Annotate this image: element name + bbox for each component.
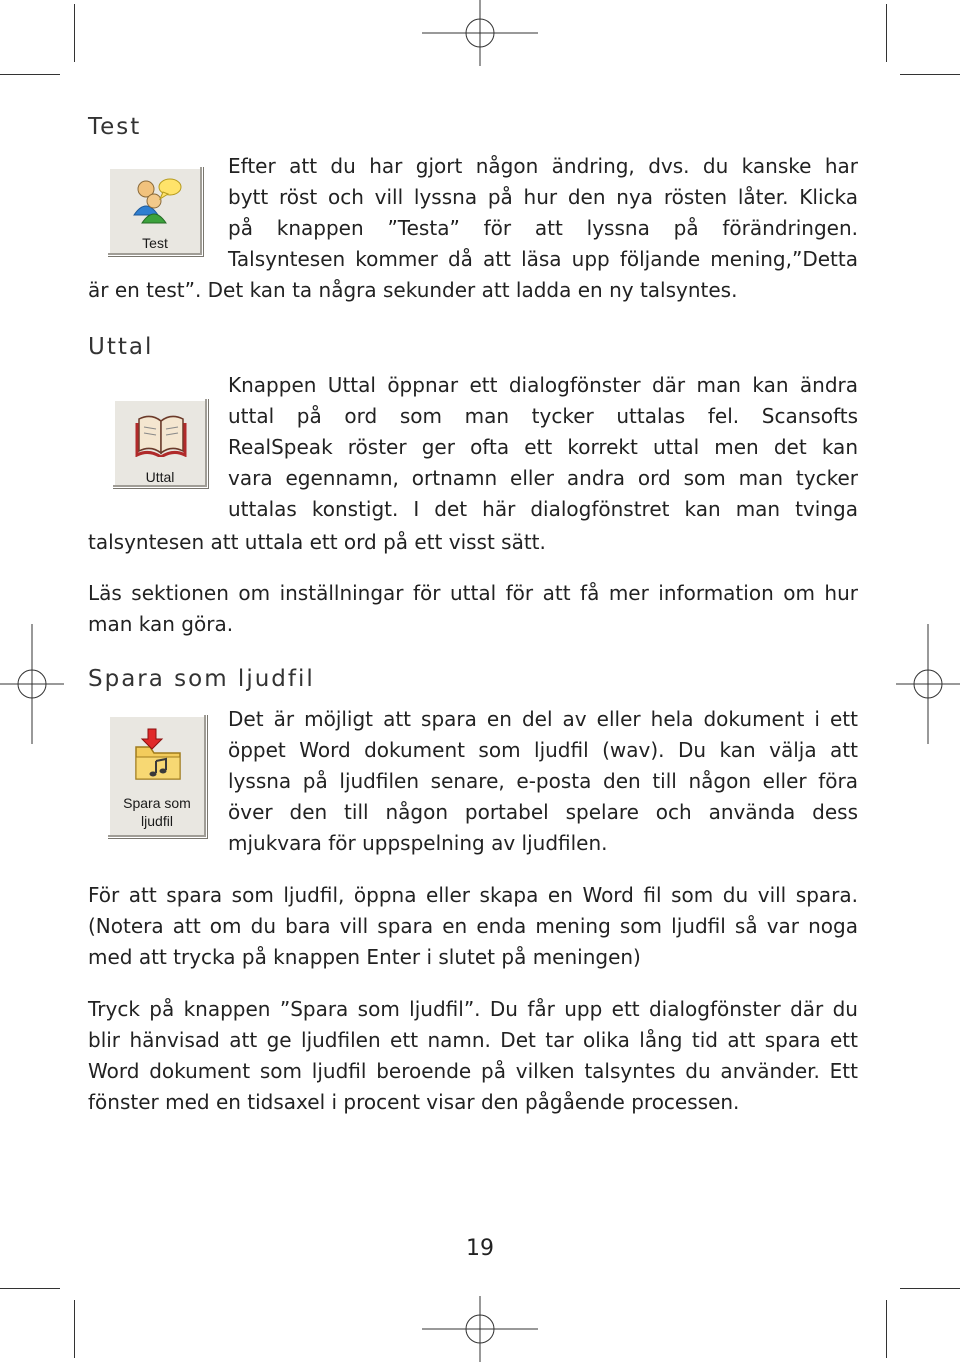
crop-mark [0,74,60,75]
test-button-label: Test [142,235,168,251]
text-line: fönster med en tidsaxel i procent visar den pågående processen. [88,1090,740,1114]
book-icon [135,411,187,457]
spara-paragraph-3 [88,994,858,1118]
uttal-paragraph [228,370,858,525]
text-line: Talsyntesen kommer då att läsa upp följande mening,”Detta [228,247,858,271]
spara-button-label-line1: Spara som [123,795,191,811]
text-line: För att spara som ljudfil, öppna eller skapa en Word fil som du vill spara. [88,883,858,907]
text-line: Word dokument som ljudfil beroende på vilken talsyntes du använder. Ett [88,1059,858,1083]
page-number: 19 [466,1236,494,1261]
uttal-button-label: Uttal [145,469,175,485]
text-line: uttal på ord som man tycker uttalas fel. Scansofts [228,404,858,428]
text-line: över den till någon portabel spelare och använda dess [228,800,858,824]
text-line: Läs sektionen om inställningar för uttal för att få mer information om hur [88,581,858,605]
crop-mark [886,4,887,62]
spara-paragraph [228,704,858,859]
spara-button-label-line2: ljudfil [141,813,173,829]
text-line: med att trycka på knappen Enter i slutet på meningen) [88,945,641,969]
text-line: Efter att du har gjort någon ändring, dvs. du kanske har [228,154,858,178]
text-line: RealSpeak röster ger ofta ett korrekt uttal men det kan [228,435,858,459]
test-paragraph-continued [88,275,858,306]
text-line: blir hänvisad att ge ljudfilen ett namn. Det tar olika lång tid att spara ett [88,1028,858,1052]
uttal-paragraph-2 [88,578,858,640]
uttal-button[interactable] [112,398,208,488]
crop-mark [900,1288,960,1289]
spara-som-ljudfil-button[interactable] [107,714,207,838]
spara-paragraph-2 [88,880,858,973]
text-line: Det är möjligt att spara en del av eller hela dokument i ett [228,707,858,731]
text-line: vara egennamn, ortnamn eller andra ord som man tycker [228,466,858,490]
uttal-paragraph-continued [88,527,858,558]
crop-mark [74,1300,75,1358]
text-line: (Notera att om du bara vill spara en enda mening som ljudfil så var noga [88,914,858,938]
text-line: på knappen ”Testa” för att lyssna på förändringen. [228,216,858,240]
folder-music-icon [130,727,186,783]
crop-mark [74,4,75,62]
text-line: Knappen Uttal öppnar ett dialogfönster där man kan ändra [228,373,858,397]
heading-uttal: Uttal [88,334,154,360]
registration-mark-bottom [420,1296,540,1362]
text-line: Tryck på knappen ”Spara som ljudfil”. Du får upp ett dialogfönster där du [88,997,858,1021]
registration-mark-top [420,0,540,66]
speaker-people-icon [130,175,184,227]
heading-spara-som-ljudfil: Spara som ljudfil [88,666,315,692]
text-line: är en test”. Det kan ta några sekunder att ladda en ny talsyntes. [88,278,738,302]
test-paragraph [228,151,858,275]
crop-mark [886,1300,887,1358]
test-button[interactable] [107,166,203,256]
text-line: uttalas konstigt. I det här dialogfönstret kan man tvinga [228,497,858,521]
text-line: talsyntesen att uttala ett ord på ett visst sätt. [88,530,546,554]
registration-mark-right [896,624,960,744]
text-line: lyssna på ljudfilen senare, e-posta den till någon eller föra [228,769,858,793]
crop-mark [0,1288,60,1289]
text-line: bytt röst och vill lyssna på hur den nya rösten låter. Klicka [228,185,858,209]
text-line: mjukvara för uppspelning av ljudfilen. [228,831,608,855]
text-line: man kan göra. [88,612,234,636]
heading-test: Test [88,114,142,140]
text-line: öppet Word dokument som ljudfil (wav). Du kan välja att [228,738,858,762]
registration-mark-left [0,624,64,744]
crop-mark [900,74,960,75]
